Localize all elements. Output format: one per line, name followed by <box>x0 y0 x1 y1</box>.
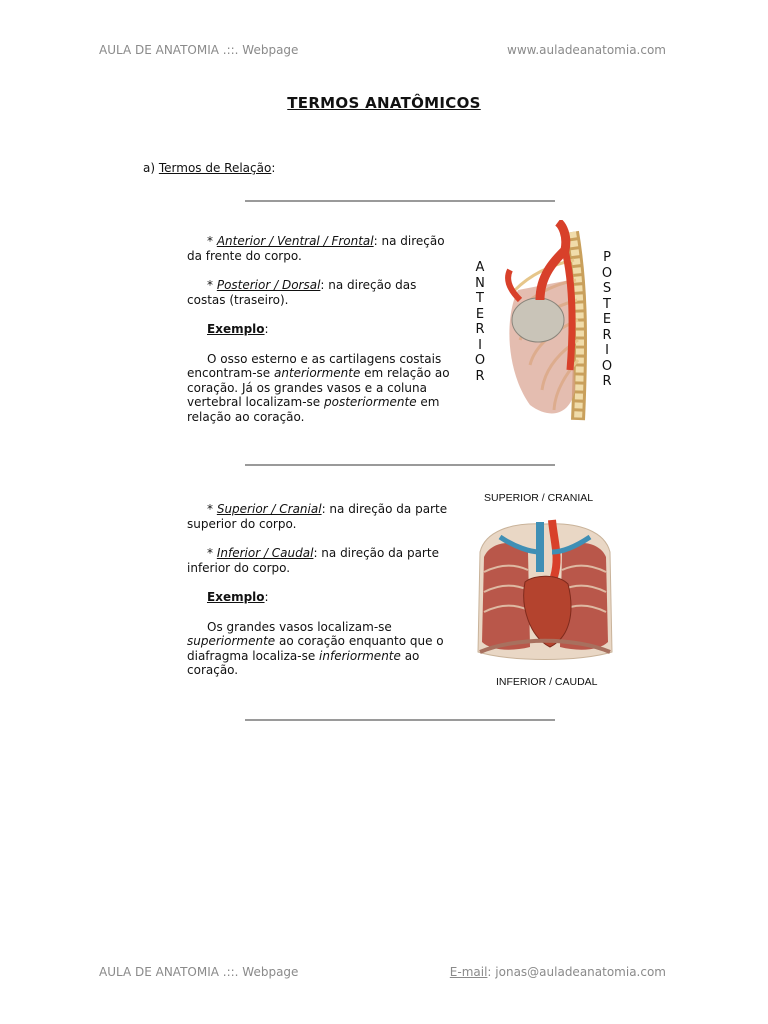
vertical-letter: O <box>474 353 486 368</box>
subsection-prefix: a) <box>143 161 159 175</box>
vertical-letter: R <box>602 327 612 343</box>
aorta-shape <box>552 520 557 577</box>
term-inferior <box>187 546 457 575</box>
example-colon: : <box>264 322 269 336</box>
term-inferior-label: Inferior / Caudal <box>216 546 314 560</box>
divider <box>245 719 555 721</box>
vertical-letter: O <box>601 358 613 374</box>
vertical-letter: A <box>475 260 485 275</box>
vertical-letter: O <box>601 265 613 281</box>
page-title: TERMOS ANATÔMICOS <box>287 94 481 112</box>
block-anterior-posterior <box>187 234 457 439</box>
term-anterior-desc: : na direção da frente do corpo. <box>187 234 445 263</box>
term-anterior-label: Anterior / Ventral / Frontal <box>216 234 374 248</box>
example-label: Exemplo <box>207 322 265 336</box>
vertical-letter: P <box>603 250 611 265</box>
figure-anterior-posterior <box>470 220 620 435</box>
term-superior-desc: : na direção da parte superior do corpo. <box>187 502 448 531</box>
example-italic: anteriormente <box>274 366 361 380</box>
example-text-part: Os grandes vasos localizam-se <box>207 619 392 634</box>
figure-superior-inferior <box>470 490 620 695</box>
example-text <box>187 620 457 678</box>
email-separator: : <box>487 965 496 979</box>
term-posterior-label: Posterior / Dorsal <box>216 278 321 292</box>
example-text-part: ao coração enquanto que o diafragma localiza-se <box>187 634 444 663</box>
vertical-letter: T <box>476 291 484 306</box>
label-inferior-caudal: INFERIOR / CAUDAL <box>496 676 598 688</box>
term-anterior <box>187 234 457 263</box>
example-italic: superiormente <box>187 634 276 648</box>
vertical-letter: I <box>605 343 609 358</box>
vertical-letter: E <box>475 306 485 322</box>
vertical-letter: E <box>602 312 612 327</box>
subsection-suffix: : <box>271 161 276 175</box>
subsection-heading <box>143 161 275 175</box>
term-posterior-desc: : na direção das costas (traseiro). <box>187 278 417 307</box>
example-heading <box>187 590 457 605</box>
bullet-star: * <box>207 234 217 248</box>
vertical-letter: I <box>478 337 482 353</box>
footer-email <box>450 965 666 979</box>
vertical-letter: S <box>602 281 612 296</box>
vertical-letter: R <box>475 368 485 384</box>
bullet-star: * <box>207 278 217 292</box>
label-superior-cranial: SUPERIOR / CRANIAL <box>484 492 594 504</box>
left-lung-shape <box>482 543 530 650</box>
email-label-link[interactable]: E-mail <box>449 965 488 979</box>
thorax-frontal-illustration <box>470 512 620 662</box>
vertical-letter: T <box>603 296 611 312</box>
example-italic: posteriormente <box>323 395 417 409</box>
example-text-part: O osso esterno e as cartilagens costais encontram-se <box>187 351 442 380</box>
divider <box>245 464 555 466</box>
thorax-lateral-illustration <box>470 220 620 435</box>
term-superior <box>187 502 457 531</box>
block-superior-inferior <box>187 502 457 693</box>
example-italic: inferiormente <box>319 648 401 663</box>
example-text-part: em relação ao coração. Já os grandes vasos e a coluna vertebral localizam-se <box>187 366 450 409</box>
example-heading <box>187 322 457 337</box>
example-text <box>187 352 457 425</box>
bullet-star: * <box>207 502 217 516</box>
term-superior-label: Superior / Cranial <box>216 502 322 516</box>
vertical-letter: N <box>475 275 485 291</box>
example-text-part: ao coração. <box>187 648 420 677</box>
example-colon: : <box>264 590 269 604</box>
header-right-url[interactable]: www.auladeanatomia.com <box>507 43 666 57</box>
bullet-star: * <box>207 546 217 560</box>
vertical-letter: R <box>475 322 485 337</box>
divider <box>245 200 555 202</box>
heart-shape <box>512 298 564 342</box>
term-inferior-desc: : na direção da parte inferior do corpo. <box>187 546 439 575</box>
subsection-label: Termos de Relação <box>158 161 272 175</box>
header-left: AULA DE ANATOMIA .::. Webpage <box>99 43 299 57</box>
vertical-letter: R <box>602 374 612 389</box>
example-label: Exemplo <box>207 590 265 604</box>
example-text-part: em relação ao coração. <box>187 395 440 424</box>
term-posterior <box>187 278 457 307</box>
footer-left: AULA DE ANATOMIA .::. Webpage <box>99 965 299 979</box>
email-address[interactable]: jonas@auladeanatomia.com <box>495 965 666 979</box>
